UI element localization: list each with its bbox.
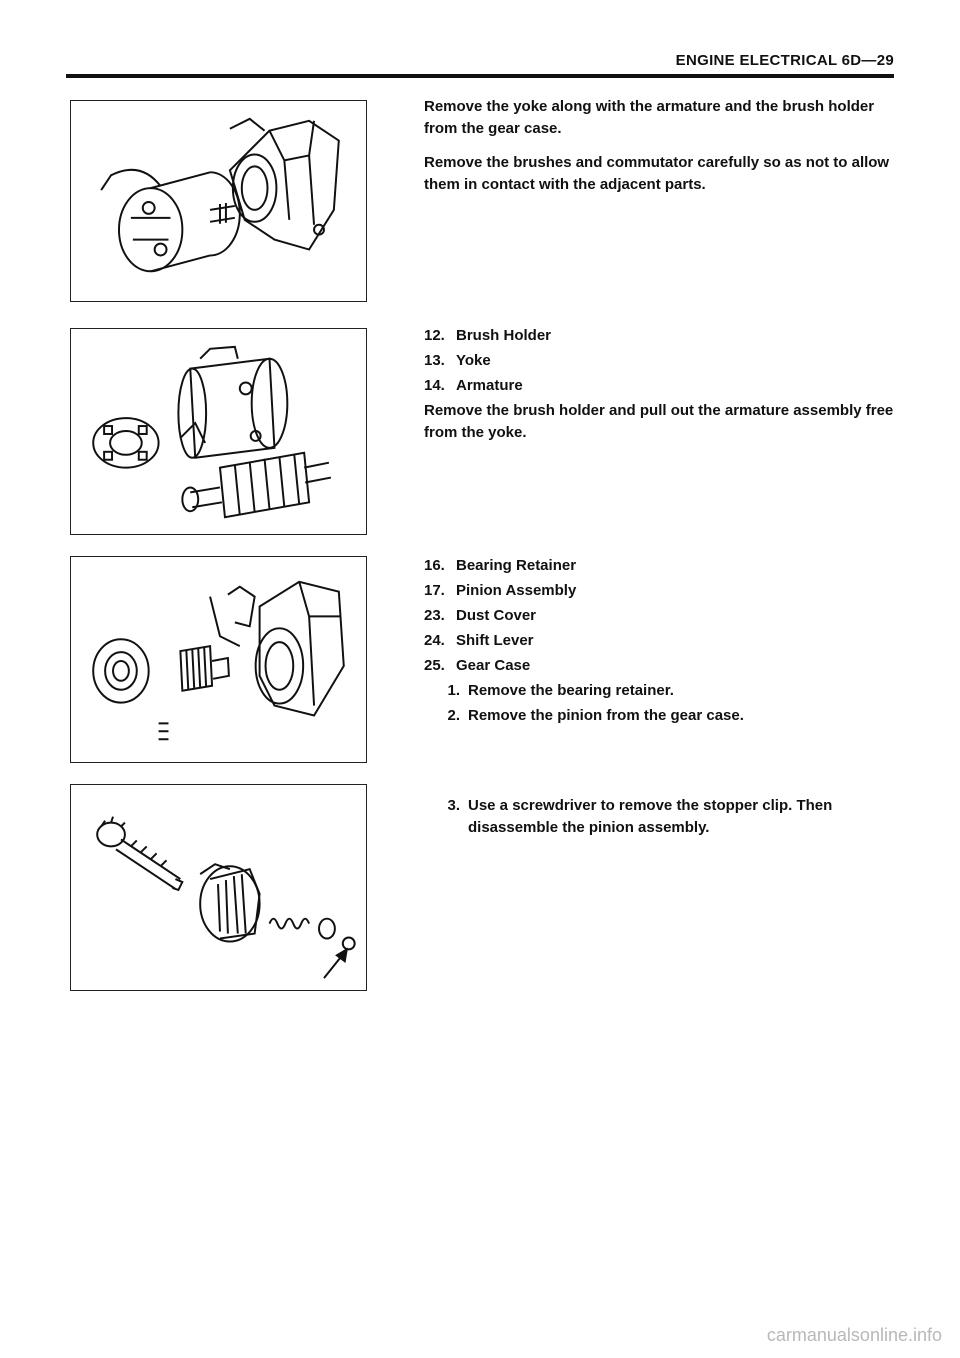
item-label: Shift Lever [456, 632, 534, 649]
yoke-gear-case-illustration [71, 101, 366, 301]
item-number: 16. [424, 557, 445, 574]
item-number: 12. [424, 327, 445, 344]
pinion-disassembly-illustration [71, 785, 366, 990]
paragraph: Remove the brushes and commutator carefully so as not to allow them in contact with the adjacent parts. [424, 154, 890, 193]
item-number: 24. [424, 632, 445, 649]
brush-holder-armature-illustration [71, 329, 366, 534]
item-number: 23. [424, 607, 445, 624]
figure-yoke-gear-case [70, 100, 367, 302]
item-label: Gear Case [456, 657, 531, 674]
list-item [424, 630, 896, 652]
section-remove-yoke [424, 96, 896, 208]
step-text: Use a screwdriver to remove the stopper clip. Then disassemble the pinion assembly. [468, 797, 833, 836]
list-item [424, 375, 896, 397]
item-number: 14. [424, 377, 445, 394]
item-label: Yoke [456, 352, 491, 369]
list-item [424, 350, 896, 372]
list-item [424, 555, 896, 577]
step-number: 2. [447, 707, 460, 724]
paragraph: Remove the yoke along with the armature and the brush holder from the gear case. [424, 98, 875, 137]
section-brush-holder [424, 325, 896, 456]
figure-pinion-disassembly [70, 784, 367, 991]
figure-pinion-gear-case [70, 556, 367, 763]
step [424, 705, 896, 727]
step-text: Remove the bearing retainer. [468, 682, 674, 699]
step-number: 3. [447, 797, 460, 814]
page-header: ENGINE ELECTRICAL 6D—29 [675, 52, 894, 69]
item-label: Bearing Retainer [456, 557, 577, 574]
list-item [424, 655, 896, 677]
item-number: 25. [424, 657, 445, 674]
step-text: Remove the pinion from the gear case. [468, 707, 744, 724]
item-number: 17. [424, 582, 445, 599]
step [424, 680, 896, 702]
list-item [424, 325, 896, 347]
item-label: Armature [456, 377, 523, 394]
pinion-gear-case-illustration [71, 557, 366, 762]
header-rule [66, 74, 894, 78]
section-pinion-gear-case [424, 555, 896, 730]
paragraph: Remove the brush holder and pull out the armature assembly free from the yoke. [424, 402, 894, 441]
step [424, 795, 896, 839]
figure-brush-holder-armature [70, 328, 367, 535]
item-number: 13. [424, 352, 445, 369]
list-item [424, 580, 896, 602]
item-label: Brush Holder [456, 327, 552, 344]
list-item [424, 605, 896, 627]
section-stopper-clip [424, 795, 896, 842]
step-number: 1. [447, 682, 460, 699]
item-label: Dust Cover [456, 607, 537, 624]
item-label: Pinion Assembly [456, 582, 577, 599]
watermark: carmanualsonline.info [766, 1325, 942, 1345]
